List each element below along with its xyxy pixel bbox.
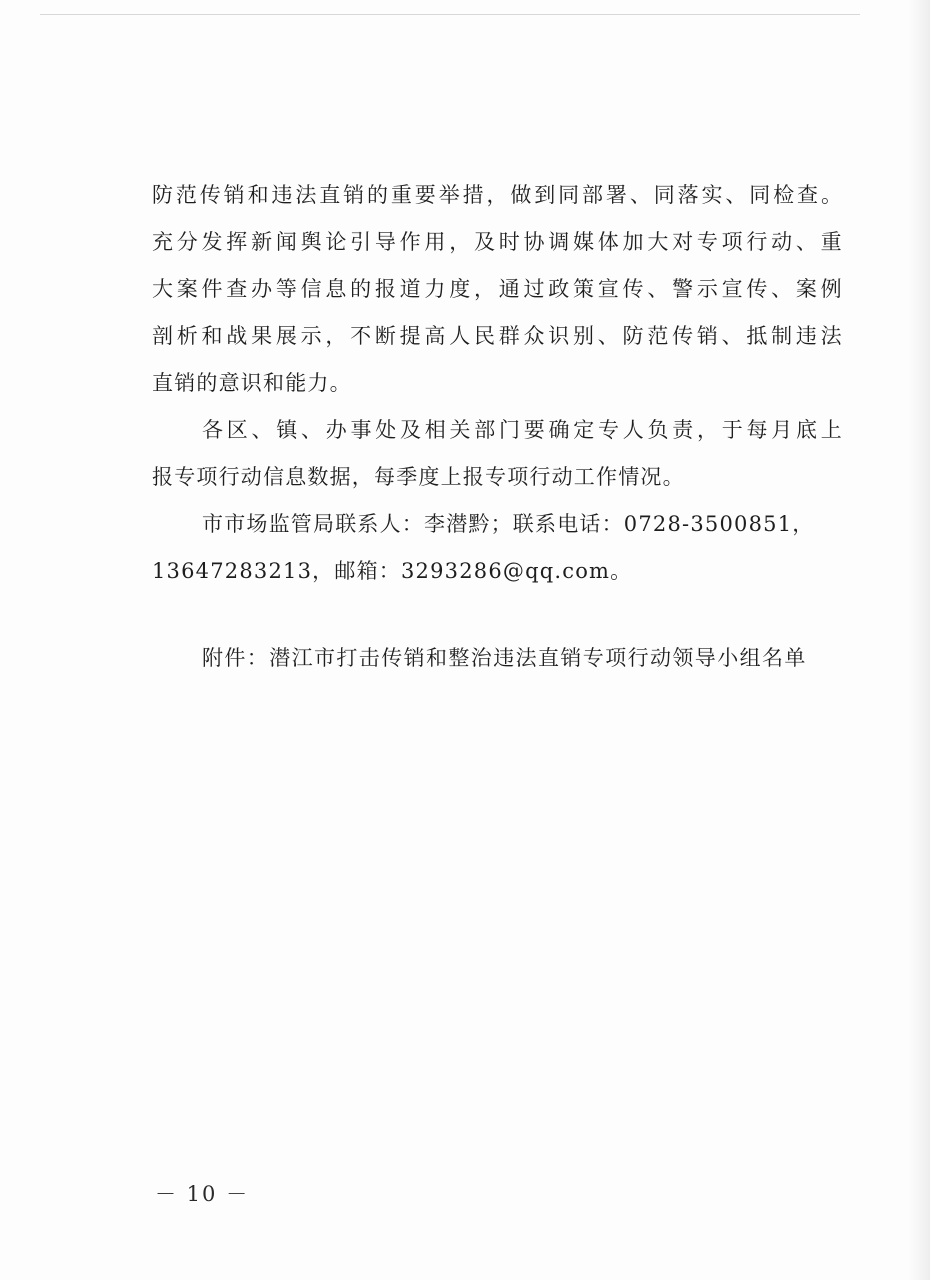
text-glyph: 对 xyxy=(672,230,694,254)
text-glyph: 案 xyxy=(795,277,817,301)
text-glyph: 析 xyxy=(176,324,198,348)
text-glyph: 措 xyxy=(462,183,484,207)
text-glyph: 宣 xyxy=(597,277,619,301)
text-glyph: 传 xyxy=(622,277,644,301)
text-glyph: 落 xyxy=(677,183,699,207)
text-glyph: 重 xyxy=(390,183,412,207)
text-glyph: 部 xyxy=(474,418,496,442)
text-glyph: 、 xyxy=(771,277,793,301)
text-glyph: 案 xyxy=(176,277,198,301)
paragraph-2-line-2: 报专项行动信息数据，每季度上报专项行动工作情况。 xyxy=(152,465,685,489)
text-glyph: 项 xyxy=(721,230,743,254)
paragraph-3-line-2: 13647283213，邮箱：3293286@qq.com。 xyxy=(152,559,633,583)
text-glyph: 引 xyxy=(350,230,372,254)
text-glyph: 防 xyxy=(152,183,173,207)
text-glyph: 和 xyxy=(247,183,269,207)
text-glyph: 展 xyxy=(275,324,297,348)
paragraph-1-line-4 xyxy=(152,313,842,360)
text-glyph: 、 xyxy=(301,418,322,442)
text-glyph: 群 xyxy=(498,324,520,348)
text-glyph: 识 xyxy=(548,324,570,348)
text-glyph: 传 xyxy=(199,183,221,207)
text-glyph: 、 xyxy=(795,230,817,254)
text-glyph: 、 xyxy=(725,183,747,207)
scan-artifact-edge xyxy=(908,0,930,1280)
text-glyph: 力 xyxy=(424,277,446,301)
text-glyph: 时 xyxy=(498,230,520,254)
text-glyph: 大 xyxy=(647,230,669,254)
text-glyph: 示 xyxy=(696,277,718,301)
text-glyph: 动 xyxy=(771,230,793,254)
text-glyph: 关 xyxy=(449,418,471,442)
text-glyph: 区 xyxy=(226,418,248,442)
text-glyph: 相 xyxy=(424,418,446,442)
document-body xyxy=(152,172,842,682)
text-glyph: 确 xyxy=(548,418,570,442)
text-glyph: ， xyxy=(486,183,508,207)
text-glyph: 法 xyxy=(820,324,842,348)
text-glyph: 分 xyxy=(176,230,198,254)
text-glyph: 媒 xyxy=(573,230,595,254)
text-glyph: 镇 xyxy=(276,418,298,442)
paragraph-spacer xyxy=(152,595,842,635)
text-glyph: 策 xyxy=(573,277,595,301)
text-glyph: 行 xyxy=(746,230,768,254)
text-glyph: 检 xyxy=(773,183,795,207)
text-glyph: 舆 xyxy=(300,230,322,254)
text-glyph: 不 xyxy=(350,324,372,348)
text-glyph: 报 xyxy=(374,277,396,301)
text-glyph: 民 xyxy=(473,324,495,348)
text-glyph: 销 xyxy=(343,183,365,207)
text-glyph: 办 xyxy=(251,277,273,301)
text-glyph: 件 xyxy=(201,277,223,301)
text-glyph: 战 xyxy=(226,324,248,348)
text-glyph: 新 xyxy=(251,230,273,254)
text-glyph: 传 xyxy=(746,277,768,301)
text-glyph: 范 xyxy=(647,324,669,348)
text-glyph: 要 xyxy=(523,418,545,442)
text-glyph: 政 xyxy=(548,277,570,301)
paragraph-1-line-3 xyxy=(152,266,842,313)
text-glyph: 示 xyxy=(300,324,322,348)
paragraph-1-line-1 xyxy=(152,172,842,219)
text-glyph: 体 xyxy=(597,230,619,254)
text-glyph: 导 xyxy=(374,230,396,254)
text-glyph: 同 xyxy=(749,183,771,207)
text-glyph: 人 xyxy=(622,418,644,442)
text-glyph: ， xyxy=(473,277,495,301)
text-glyph: ， xyxy=(697,418,718,442)
text-glyph: 专 xyxy=(696,230,718,254)
text-glyph: 、 xyxy=(597,324,619,348)
text-glyph: 用 xyxy=(424,230,446,254)
text-glyph: 的 xyxy=(350,277,372,301)
text-glyph: 大 xyxy=(152,277,173,301)
paragraph-3-line-1: 市市场监管局联系人：李潜黔；联系电话：0728-3500851， xyxy=(202,512,815,536)
text-glyph: 要 xyxy=(414,183,436,207)
text-glyph: 实 xyxy=(701,183,723,207)
text-glyph: 办 xyxy=(325,418,347,442)
text-glyph: 息 xyxy=(325,277,347,301)
text-glyph: 众 xyxy=(523,324,545,348)
text-glyph: 高 xyxy=(424,324,446,348)
paragraph-1-line-5: 直销的意识和能力。 xyxy=(152,371,352,395)
text-glyph: 论 xyxy=(325,230,347,254)
text-glyph: 例 xyxy=(820,277,842,301)
text-glyph: 度 xyxy=(449,277,471,301)
text-glyph: 查 xyxy=(226,277,248,301)
scan-artifact-line xyxy=(40,14,860,15)
text-glyph: 充 xyxy=(152,230,173,254)
text-glyph: 署 xyxy=(605,183,627,207)
text-glyph: 提 xyxy=(399,324,421,348)
text-glyph: 别 xyxy=(573,324,595,348)
text-glyph: 做 xyxy=(510,183,532,207)
text-glyph: 、 xyxy=(721,324,743,348)
text-glyph: 部 xyxy=(582,183,604,207)
text-glyph: 查 xyxy=(797,183,819,207)
text-glyph: 的 xyxy=(367,183,389,207)
text-glyph: 举 xyxy=(438,183,460,207)
text-glyph: 发 xyxy=(201,230,223,254)
text-glyph: 。 xyxy=(820,183,842,207)
text-glyph: 剖 xyxy=(152,324,173,348)
text-glyph: 处 xyxy=(375,418,397,442)
text-glyph: 宣 xyxy=(721,277,743,301)
attachment-line: 附件：潜江市打击传销和整治违法直销专项行动领导小组名单 xyxy=(202,646,807,670)
text-glyph: 作 xyxy=(399,230,421,254)
text-glyph: 责 xyxy=(672,418,694,442)
text-glyph: 于 xyxy=(721,418,743,442)
text-glyph: 人 xyxy=(449,324,471,348)
text-glyph: 每 xyxy=(746,418,768,442)
text-glyph: 信 xyxy=(300,277,322,301)
text-glyph: 及 xyxy=(400,418,421,442)
text-glyph: 果 xyxy=(251,324,273,348)
text-glyph: 月 xyxy=(771,418,793,442)
text-glyph: 直 xyxy=(319,183,341,207)
text-glyph: 制 xyxy=(771,324,793,348)
text-glyph: 调 xyxy=(548,230,570,254)
paragraph-1-line-2 xyxy=(152,219,842,266)
text-glyph: 警 xyxy=(672,277,694,301)
text-glyph: ， xyxy=(449,230,471,254)
paragraph-2-line-1 xyxy=(152,407,842,454)
text-glyph: 定 xyxy=(573,418,595,442)
text-glyph: 销 xyxy=(223,183,245,207)
text-glyph: 销 xyxy=(696,324,718,348)
text-glyph: 事 xyxy=(350,418,372,442)
text-glyph: 防 xyxy=(622,324,644,348)
text-glyph: 上 xyxy=(820,418,842,442)
text-glyph: 协 xyxy=(523,230,545,254)
text-glyph: 加 xyxy=(622,230,644,254)
text-glyph: 传 xyxy=(672,324,694,348)
text-glyph: 闻 xyxy=(275,230,297,254)
text-glyph: 和 xyxy=(201,324,223,348)
text-glyph: 负 xyxy=(647,418,669,442)
text-glyph: 专 xyxy=(598,418,619,442)
text-glyph: 、 xyxy=(251,418,273,442)
text-glyph: 违 xyxy=(271,183,293,207)
text-glyph: 范 xyxy=(175,183,197,207)
text-glyph: 通 xyxy=(498,277,520,301)
text-glyph: 及 xyxy=(473,230,495,254)
text-glyph: 、 xyxy=(629,183,651,207)
text-glyph: 法 xyxy=(295,183,317,207)
text-glyph: ， xyxy=(325,324,347,348)
text-glyph: 底 xyxy=(796,418,817,442)
text-glyph: 等 xyxy=(275,277,297,301)
text-glyph: 挥 xyxy=(226,230,248,254)
text-glyph: 到 xyxy=(534,183,556,207)
text-glyph: 同 xyxy=(558,183,580,207)
text-glyph: 同 xyxy=(653,183,675,207)
text-glyph: 抵 xyxy=(746,324,768,348)
text-glyph: 违 xyxy=(795,324,817,348)
text-glyph: 道 xyxy=(399,277,421,301)
text-glyph: 重 xyxy=(820,230,842,254)
text-glyph: 、 xyxy=(647,277,669,301)
text-glyph: 过 xyxy=(523,277,545,301)
text-glyph: 断 xyxy=(374,324,396,348)
text-glyph: 门 xyxy=(499,418,520,442)
text-glyph: 各 xyxy=(202,418,223,442)
page-number: － 10 － xyxy=(155,1182,250,1206)
